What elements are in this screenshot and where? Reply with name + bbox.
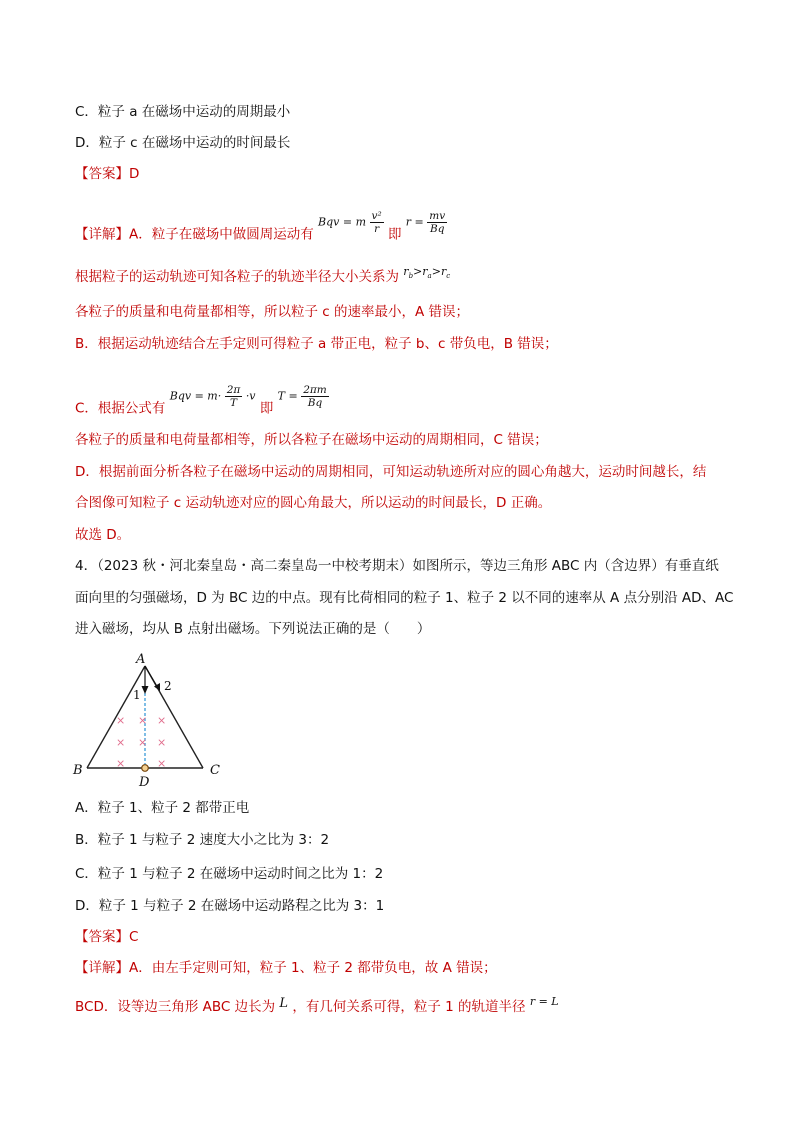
formula-radius — [406, 210, 447, 235]
speed-line: 各粒子的质量和电荷量都相等，所以粒子 c 的速率最小，A 错误； — [75, 304, 470, 320]
frac-num: 2πm — [303, 384, 327, 396]
formula-force-lhs: Bqv = m — [318, 215, 367, 229]
frac-den: Bq — [427, 222, 447, 235]
cross-mark: × — [157, 714, 167, 727]
radius-equals-l: r = L — [529, 995, 559, 1008]
radius-relation-line — [75, 267, 450, 292]
q4-option-b: B．粒子 1 与粒子 2 速度大小之比为 3：2 — [75, 832, 330, 848]
cross-mark: × — [138, 714, 148, 727]
radius-relation-formula: rb>ra>rc — [403, 265, 451, 281]
cross-mark: × — [138, 736, 148, 749]
ji-text: 即 — [259, 400, 274, 417]
detail-bcd-line — [75, 997, 559, 1018]
point-d-dot — [142, 765, 149, 772]
frac-num: mv — [429, 210, 446, 222]
frac-den: T — [225, 396, 243, 409]
option-c: C．粒子 a 在磁场中运动的周期最小 — [75, 104, 291, 120]
answer-label: 【答案】D — [75, 166, 140, 182]
period-line: 各粒子的质量和电荷量都相等，所以各粒子在磁场中运动的周期相同，C 错误； — [75, 432, 548, 448]
q4-stem-line-2: 面向里的匀强磁场，D 为 BC 边的中点。现有比荷相同的粒子 1、粒子 2 以不同的速率从 A 点分别沿 AD、AC — [75, 590, 734, 606]
formula-period-lhs: Bqv = m· — [169, 389, 222, 403]
magnetic-field-crosses — [116, 714, 166, 770]
option-d: D．粒子 c 在磁场中运动的时间最长 — [75, 135, 291, 151]
q4-option-d: D．粒子 1 与粒子 2 在磁场中运动路程之比为 3：1 — [75, 898, 385, 914]
arrow-2-shaft — [145, 666, 158, 688]
formula-period-t-lhs: T = — [277, 389, 298, 403]
label-a: A — [136, 652, 146, 667]
radius-relation-text: 根据粒子的运动轨迹可知各粒子的轨迹半径大小关系为 — [75, 269, 399, 285]
detail-a-text: 【详解】A．粒子在磁场中做圆周运动有 — [75, 226, 314, 243]
d-line-2: 合图像可知粒子 c 运动轨迹对应的圆心角最大，所以运动的时间最长，D 正确。 — [75, 495, 552, 511]
formula-radius-lhs: r = — [405, 215, 424, 229]
frac-den: Bq — [301, 396, 329, 409]
d-line-1: D．根据前面分析各粒子在磁场中运动的周期相同，可知运动轨迹所对应的圆心角越大，运动时间越长，结 — [75, 464, 707, 480]
frac-den: r — [370, 222, 384, 235]
formula-period-frac — [225, 384, 243, 409]
q4-stem-line-1: 4．（2023 秋・河北秦皇岛・高二秦皇岛一中校考期末）如图所示，等边三角形 ABC 内（含边界）有垂直纸 — [75, 558, 719, 574]
q4-option-a: A．粒子 1、粒子 2 都带正电 — [75, 800, 250, 816]
label-particle-2: 2 — [164, 679, 172, 693]
cross-mark: × — [116, 757, 126, 770]
triangle-figure — [70, 648, 240, 788]
b-line: B．根据运动轨迹结合左手定则可得粒子 a 带正电，粒子 b、c 带负电，B 错误； — [75, 336, 558, 352]
cross-mark: × — [157, 757, 167, 770]
label-d: D — [139, 775, 150, 788]
length-l: L — [279, 996, 289, 1011]
c-formula-text: C．根据公式有 — [75, 400, 166, 417]
cross-mark: × — [157, 736, 167, 749]
label-particle-1: 1 — [133, 688, 141, 702]
frac-num: v² — [371, 210, 382, 222]
formula-period-tail: ·v — [245, 389, 256, 403]
formula-period — [278, 384, 329, 409]
q4-option-c: C．粒子 1 与粒子 2 在磁场中运动时间之比为 1：2 — [75, 866, 384, 882]
label-b: B — [73, 763, 83, 778]
formula-period-force — [170, 384, 256, 409]
formula-period-t-frac — [301, 384, 329, 409]
cross-mark: × — [116, 714, 126, 727]
detail-2-a: 【详解】A．由左手定则可知，粒子 1、粒子 2 都带负电，故 A 错误； — [75, 960, 497, 976]
detail-bcd-mid: ，有几何关系可得，粒子 1 的轨道半径 — [292, 999, 526, 1015]
label-c: C — [210, 763, 220, 778]
cross-mark: × — [116, 736, 126, 749]
arrow-1-icon — [142, 686, 149, 694]
frac-num: 2π — [226, 384, 241, 396]
formula-force — [318, 210, 384, 235]
detail-a-line — [75, 210, 447, 247]
q4-stem-line-3: 进入磁场，均从 B 点射出磁场。下列说法正确的是（ ） — [75, 621, 431, 637]
answer-label-2: 【答案】C — [75, 929, 139, 945]
formula-force-frac — [370, 210, 384, 235]
ji-text: 即 — [387, 226, 402, 243]
choose-line: 故选 D。 — [75, 527, 131, 543]
detail-bcd-text: BCD．设等边三角形 ABC 边长为 — [75, 999, 276, 1015]
formula-radius-frac — [427, 210, 447, 235]
